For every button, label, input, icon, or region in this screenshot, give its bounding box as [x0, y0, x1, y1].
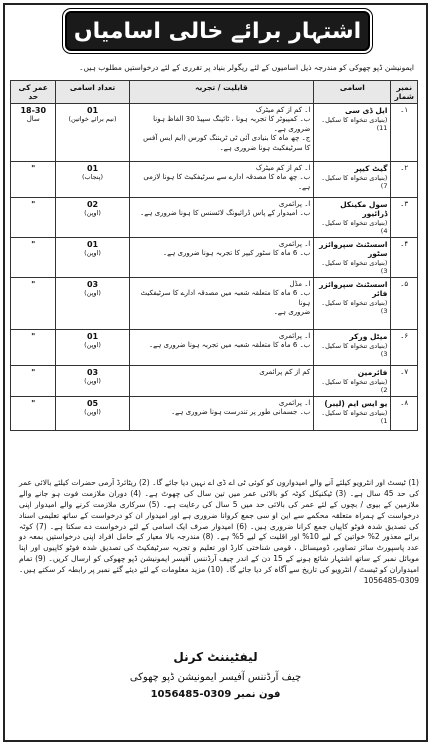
age-limit: " [31, 240, 36, 249]
qualification-line: ا۔ پرائمری [278, 200, 311, 208]
post-cell [314, 238, 391, 278]
post-name: ایل ڈی سی [344, 106, 388, 115]
quota-note: (اوپن) [84, 341, 101, 349]
post-cell [314, 104, 391, 162]
post-cell [314, 366, 391, 397]
table-header-row [11, 81, 418, 104]
pay-scale: (بنیادی تنخواہ کا سکیل۔ 3) [321, 299, 388, 315]
qualification-cell [129, 104, 314, 162]
post-name: میٹل ورکر [349, 332, 388, 341]
pay-scale: (بنیادی تنخواہ کا سکیل۔ 1) [321, 409, 388, 425]
table-row [11, 104, 418, 162]
row-number: ۳۔ [391, 198, 418, 238]
age-cell [11, 162, 56, 198]
pay-scale: (بنیادی تنخواہ کا سکیل۔ 3) [321, 342, 388, 358]
age-limit: " [31, 399, 36, 408]
vacancy-count: 03 [86, 368, 99, 377]
count-cell [56, 104, 129, 162]
age-cell [11, 278, 56, 330]
vacancy-count: 01 [86, 106, 99, 115]
age-unit: سال [26, 115, 40, 123]
qualification-line: ب۔ 6 ماہ کا سٹور کیپر کا تجربہ ہونا ضروری ہے۔ [163, 249, 311, 258]
header-post: اسامی [314, 81, 391, 104]
age-cell [11, 397, 56, 431]
age-cell [11, 366, 56, 397]
qualification-cell [129, 330, 314, 366]
qualification-line: ا۔ کم از کم میٹرک [255, 106, 311, 114]
post-name: فائرمین [357, 368, 388, 377]
post-name: اسسٹنٹ سپروائزر سٹور [319, 240, 388, 258]
vacancy-count: 01 [86, 240, 99, 249]
post-cell [314, 162, 391, 198]
vacancy-count: 05 [86, 399, 99, 408]
age-limit: 18-30 [20, 106, 47, 115]
vacancy-count: 03 [86, 280, 99, 289]
table-body [11, 104, 418, 431]
qualification-line: ا۔ پرائمری [278, 240, 311, 248]
qualification-line: ب۔ چھ ماہ کا مصدقہ ادارے سے سرٹیفکیٹ کا ہونا لازمی ہے۔ [143, 173, 311, 191]
qualification-line: ب۔ امیدوار کے پاس ڈرائیونگ لائسنس کا ہونا ضروری ہے۔ [140, 209, 311, 218]
quota-note: (اوپن) [84, 408, 101, 416]
qualification-line: ب۔ 6 ماہ کا متعلقہ شعبہ میں مصدقہ ادارے کا سرٹیفکیٹ ہونا [140, 289, 311, 307]
age-limit: " [31, 280, 36, 289]
table-row [11, 397, 418, 431]
pay-scale: (بنیادی تنخواہ کا سکیل۔ 11) [321, 116, 388, 132]
count-cell [56, 198, 129, 238]
table-row [11, 162, 418, 198]
table-row [11, 366, 418, 397]
row-number: ۸۔ [391, 397, 418, 431]
contact-phone: فون نمبر 0309-1056485 [150, 689, 281, 700]
count-cell [56, 397, 129, 431]
table-row [11, 198, 418, 238]
qualification-line: کا سرٹیفکیٹ ہونا ضروری ہے۔ [219, 143, 311, 152]
row-number: ۲۔ [391, 162, 418, 198]
intro-text: ایمونیشن ڈپو چھوکی کو مندرجہ ذیل اسامیوں کے لئے ریگولر بنیاد پر تقرری کے لئے درخواستیں مطلوب ہیں۔ [79, 63, 414, 72]
terms-and-conditions: (1) ٹیسٹ اور انٹرویو کیلئے آنے والے امیدواروں کو کوئی ٹی اے ڈی اے نہیں دیا جائے گا۔ (2) ریٹائرڈ آرمی حضرات کیلئے بالائی عمر کی حد 45 سال ہے۔ (3) ٹیکنیکل کوٹہ کو بالائی عمر میں تین سال کی چھوٹ ہے۔ (4) دوران ملازمت فوت ہو جانے والے ملازمین کے بیوی / بچوں کے لئے عمر کی بالائی حد میں 5 سال کی رعایت ہے۔ (5) سرکاری ملازمت کرنے والے امیدوار اپنی درخواست کے ہمراہ متعلقہ محکمے سے این او سی جمع کروانا ضروری ہے اور امیدوار ان کو درخواست کے ساتھ تعلیمی اسناد کی تصدیق شدہ فوٹو کاپیاں جمع کرانا ضروری ہیں۔ (6) امیدوار صرف ایک اسامی کے لئے درخواست دے سکتا ہے۔ (7) کوٹہ برائے معذور 2% خواتین کے لیے 10% اور اقلیت کے لیے 5% ہے۔ (8) مندرجہ بالا معیار کے حامل افراد اپنی درخواستیں بمعہ دو عدد پاسپورٹ سائز تصاویر، ڈومیسائل ، قومی شناختی کارڈ اور تعلیم و تجربہ سرٹیفکیٹ کی تصدیق شدہ فوٹو کاپیوں اور اپنا موبائل نمبر کے ساتھ اشتہار شائع ہونے کے 15 دن کے اندر چیف آرڈننس آفیسر ایمونیشن ڈپو چھوکی کو ارسال کریں۔ (9) تمام امیدواران کو ٹیسٹ / انٹرویو کی تاریخ سے آگاہ کر دیا جائے گا۔ (10) مزید معلومات کے لئے دیئے گئے نمبر پر رابطہ کر سکتے ہیں۔ 0309-1056485 [19, 478, 419, 585]
count-cell [56, 366, 129, 397]
pay-scale: (بنیادی تنخواہ کا سکیل۔ 2) [321, 378, 388, 394]
qualification-line: ضروری ہے۔ [273, 308, 311, 317]
row-number: ۶۔ [391, 330, 418, 366]
signatory-title: چیف آرڈننس آفیسر ایمونیشن ڈپو چھوکی [129, 672, 302, 683]
pay-scale: (بنیادی تنخواہ کا سکیل۔ 4) [321, 219, 388, 235]
post-cell [314, 397, 391, 431]
vacancy-count: 01 [86, 332, 99, 341]
signature-block [0, 650, 431, 700]
vacancy-count: 01 [86, 164, 99, 173]
age-limit: " [31, 200, 36, 209]
count-cell [56, 162, 129, 198]
page-title: اشتہار برائے خالی اسامیاں [73, 18, 362, 44]
quota-note: (اوپن) [84, 209, 101, 217]
qualification-line: کم از کم پرائمری [259, 368, 311, 376]
row-number: ۷۔ [391, 366, 418, 397]
qualification-line: ا۔ مڈل [289, 280, 311, 288]
age-cell [11, 198, 56, 238]
header-age: عمر کی حد [11, 81, 56, 104]
qualification-cell [129, 162, 314, 198]
pay-scale: (بنیادی تنخواہ کا سکیل۔ 7) [321, 174, 388, 190]
row-number: ۵۔ [391, 278, 418, 330]
qualification-line: ب۔ کمپیوٹر کا تجربہ ہونا ، ٹائپنگ سپیڈ 30 الفاظ ہونا ضروری ہے۔ [153, 115, 311, 133]
signatory-rank: لیفٹیننٹ کرنل [173, 650, 258, 664]
post-name: یو ایس ایم (لیبر) [324, 399, 388, 408]
qualification-cell [129, 238, 314, 278]
count-cell [56, 330, 129, 366]
count-cell [56, 278, 129, 330]
quota-note: (اوپن) [84, 289, 101, 297]
qualification-line: ا۔ پرائمری [278, 399, 311, 407]
post-name: اسسٹنٹ سپروائزر فائر [319, 280, 388, 298]
post-cell [314, 278, 391, 330]
table-row [11, 330, 418, 366]
qualification-cell [129, 198, 314, 238]
qualification-cell [129, 278, 314, 330]
age-limit: " [31, 332, 36, 341]
header-banner [65, 11, 370, 51]
quota-note: (اوپن) [84, 249, 101, 257]
post-name: سول مکینکل ڈرائیور [340, 200, 388, 218]
age-cell [11, 238, 56, 278]
quota-note: (اوپن) [84, 377, 101, 385]
quota-note: (نیم برائے خواتین) [68, 115, 117, 123]
qualification-line: ج۔ چھ ماہ کا بنیادی آئی ٹی ٹریننگ کورس (ایم ایس آفس [143, 134, 311, 143]
pay-scale: (بنیادی تنخواہ کا سکیل۔ 3) [321, 259, 388, 275]
qualification-cell [129, 366, 314, 397]
header-count: تعداد اسامی [56, 81, 129, 104]
age-cell [11, 330, 56, 366]
count-cell [56, 238, 129, 278]
qualification-line: ا۔ پرائمری [278, 332, 311, 340]
row-number: ۱۔ [391, 104, 418, 162]
qualification-line: ا۔ کم از کم میٹرک [255, 164, 311, 172]
vacancies-table [10, 80, 418, 431]
post-cell [314, 198, 391, 238]
table-row [11, 238, 418, 278]
qualification-line: ب۔ 6 ماہ کا متعلقہ شعبہ میں تجربہ ہونا ضروری ہے۔ [149, 341, 311, 350]
qualification-line: ب۔ جسمانی طور پر تندرست ہونا ضروری ہے۔ [171, 408, 311, 417]
post-cell [314, 330, 391, 366]
age-cell [11, 104, 56, 162]
post-name: گیٹ کیپر [354, 164, 388, 173]
table-row [11, 278, 418, 330]
row-number: ۴۔ [391, 238, 418, 278]
header-no: نمبر شمار [391, 81, 418, 104]
qualification-cell [129, 397, 314, 431]
header-qualification: قابلیت / تجربہ [129, 81, 314, 104]
vacancy-count: 02 [86, 200, 99, 209]
age-limit: " [31, 164, 36, 173]
quota-note: (پنجاب) [81, 173, 104, 181]
age-limit: " [31, 368, 36, 377]
